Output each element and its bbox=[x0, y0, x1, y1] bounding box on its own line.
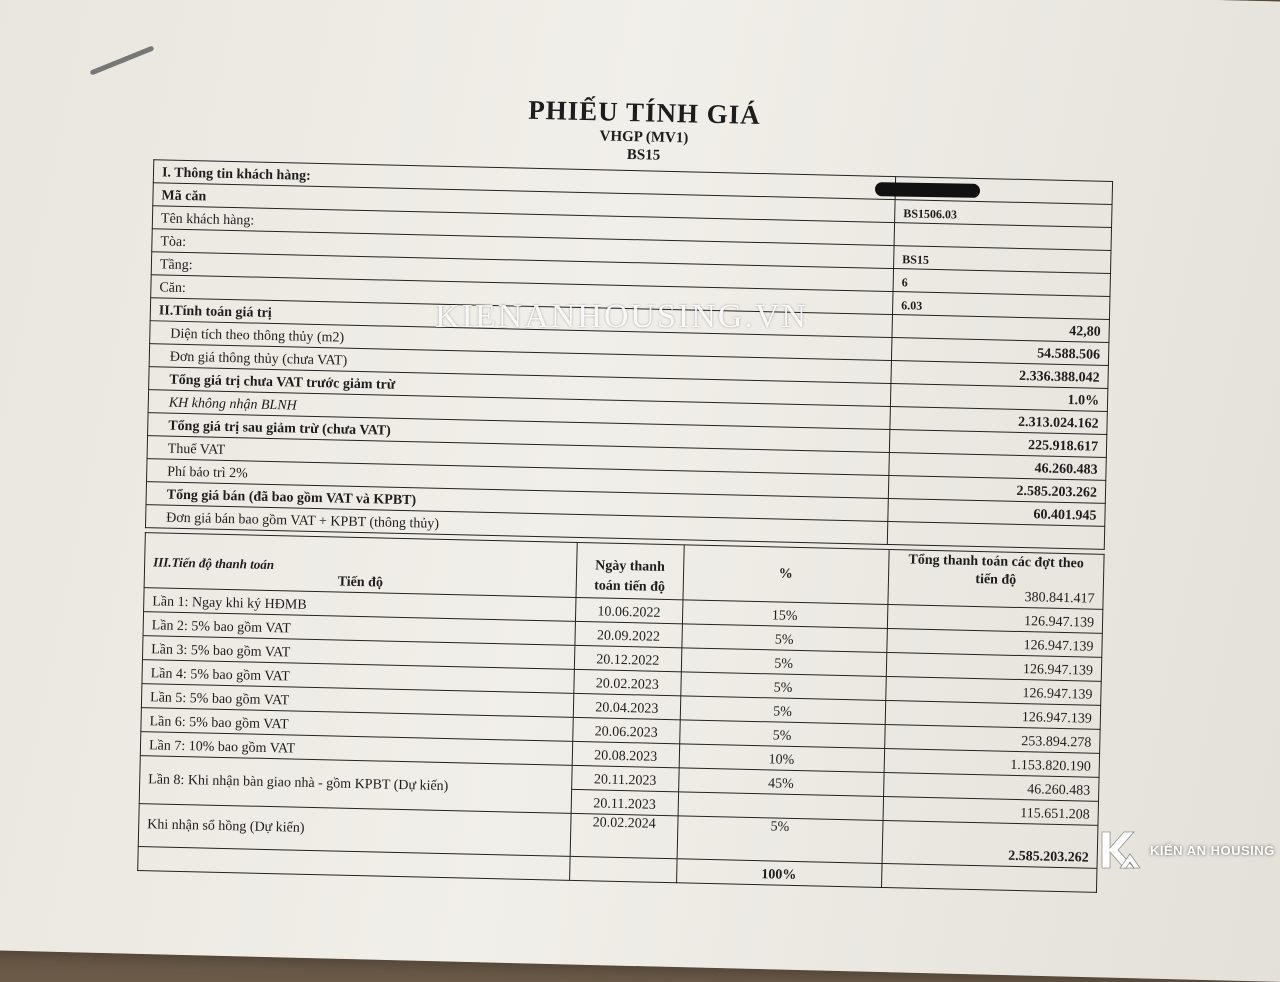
row-value: 2.585.203.262 bbox=[888, 475, 1105, 503]
row-label: Căn: bbox=[151, 275, 893, 315]
row-amount: 126.947.139 bbox=[886, 628, 1102, 657]
row-label: Lần 6: 5% bao gồm VAT bbox=[141, 708, 573, 742]
row-value: 6 bbox=[893, 269, 1110, 297]
row-label: Tổng giá trị chưa VAT trước giảm trừ bbox=[149, 367, 891, 407]
row-percent: 15% bbox=[682, 600, 887, 629]
row-value: 54.588.506 bbox=[891, 338, 1108, 366]
row-label: Lần 4: 5% bao gồm VAT bbox=[142, 660, 574, 694]
row-value: 2.336.388.042 bbox=[891, 361, 1108, 389]
row-value: 225.918.617 bbox=[889, 430, 1106, 458]
total-amount-empty bbox=[881, 863, 1097, 892]
row-date: 20.11.2023 bbox=[571, 789, 678, 815]
row-label: Mã căn bbox=[153, 183, 895, 223]
row-value bbox=[887, 521, 1104, 549]
col-total-header: Tổng thanh toán các đợt theo tiến độ bbox=[908, 552, 1085, 588]
row-amount: 126.947.139 bbox=[885, 676, 1101, 705]
kien-an-logo-icon bbox=[1098, 828, 1142, 872]
row-value: 1.0% bbox=[890, 384, 1107, 412]
row-label: Tên khách hàng: bbox=[152, 206, 894, 246]
row-percent: 45% bbox=[678, 768, 883, 797]
col-percent-header: % bbox=[683, 545, 889, 605]
row-date: 20.09.2022 bbox=[575, 621, 682, 647]
project-name: VHGP (MV1) bbox=[599, 128, 689, 147]
section1-title: I. Thông tin khách hàng: bbox=[153, 160, 895, 200]
row-percent: 5% bbox=[681, 648, 886, 677]
row-label: Tổng giá bán (đã bao gồm VAT và KPBT) bbox=[146, 482, 888, 522]
row-date: 20.02.2023 bbox=[574, 669, 681, 695]
row-value: 2.313.024.162 bbox=[890, 407, 1107, 435]
total-percent: 100% bbox=[676, 859, 881, 888]
row-amount: 115.651.208 bbox=[883, 796, 1099, 825]
row-percent: 10% bbox=[679, 744, 884, 773]
row-date: 20.02.2024 bbox=[570, 813, 678, 858]
customer-price-table bbox=[145, 159, 1113, 550]
row-value: 46.260.483 bbox=[889, 453, 1106, 481]
row-percent: 5% bbox=[680, 672, 885, 701]
row-label: Lần 5: 5% bao gồm VAT bbox=[141, 684, 573, 718]
row-percent: 5% bbox=[682, 624, 887, 653]
total-date-empty bbox=[570, 856, 677, 882]
total-header-cell bbox=[887, 550, 1104, 610]
row-date: 10.06.2022 bbox=[575, 597, 682, 623]
row-amount: 253.894.278 bbox=[884, 724, 1100, 753]
row-label: Lần 2: 5% bao gồm VAT bbox=[143, 612, 575, 646]
row-date: 20.04.2023 bbox=[573, 693, 680, 719]
row-label: Lần 3: 5% bao gồm VAT bbox=[142, 636, 574, 670]
row-percent: 5% bbox=[677, 816, 883, 864]
row-amount: 126.947.139 bbox=[885, 700, 1101, 729]
row-label: Diện tích theo thông thủy (m2) bbox=[150, 321, 892, 361]
row-amount: 126.947.139 bbox=[886, 652, 1102, 681]
row-value: 60.401.945 bbox=[888, 498, 1105, 526]
row-label: Đơn giá bán bao gồm VAT + KPBT (thông thủy) bbox=[145, 505, 887, 545]
building-code: BS15 bbox=[626, 146, 661, 164]
row-label: Tổng giá trị sau giảm trừ (chưa VAT) bbox=[148, 413, 890, 453]
schedule-header-cell bbox=[144, 533, 577, 598]
row-label: Đơn giá thông thủy (chưa VAT) bbox=[149, 344, 891, 384]
row-label: KH không nhận BLNH bbox=[148, 390, 890, 430]
row-date: 20.12.2022 bbox=[574, 645, 681, 671]
row-date: 20.11.2023 bbox=[572, 765, 679, 791]
col-progress-header: Tiến độ bbox=[337, 574, 384, 591]
price-document bbox=[82, 85, 1160, 894]
row-value: 6.03 bbox=[892, 292, 1109, 320]
row-label: Phí bảo trì 2% bbox=[147, 459, 889, 499]
section3-title: III.Tiến độ thanh toán bbox=[153, 554, 275, 573]
document-title: PHIẾU TÍNH GIÁ bbox=[527, 94, 762, 130]
payment-schedule-table bbox=[137, 532, 1104, 893]
row-amount: 46.260.483 bbox=[883, 772, 1099, 801]
row-amount: 2.585.203.262 bbox=[882, 820, 1098, 868]
header-total-value: 380.841.417 bbox=[1024, 590, 1095, 607]
row-value: BS1506.03 bbox=[895, 200, 1112, 228]
row-label: Thuế VAT bbox=[147, 436, 889, 476]
logo-text: KIẾN AN HOUSING bbox=[1150, 842, 1275, 858]
row-label: Lần 8: Khi nhận bàn giao nhà - gồm KPBT (Dự kiến) bbox=[139, 756, 572, 814]
watermark: KIENANHOUSING.VN bbox=[435, 298, 808, 335]
row-percent: 5% bbox=[680, 696, 885, 725]
brand-logo bbox=[1098, 828, 1275, 872]
row-date: 20.08.2023 bbox=[572, 741, 679, 767]
section2-title: II.Tính toán giá trị bbox=[150, 298, 892, 338]
row-label: Tầng: bbox=[151, 252, 893, 292]
col-date-header: Ngày thanh toán tiến độ bbox=[576, 542, 684, 599]
section2-title-value: 42,80 bbox=[892, 315, 1109, 343]
row-percent: 5% bbox=[679, 720, 884, 749]
row-label: Khi nhận sổ hồng (Dự kiến) bbox=[138, 804, 571, 857]
row-label: Lần 1: Ngay khi ký HĐMB bbox=[144, 588, 576, 622]
row-label: Tòa: bbox=[152, 229, 894, 269]
row-value: BS15 bbox=[894, 246, 1111, 274]
redaction-mark bbox=[875, 182, 980, 198]
row-date: 20.06.2023 bbox=[573, 717, 680, 743]
row-amount: 1.153.820.190 bbox=[884, 748, 1100, 777]
row-label: Lần 7: 10% bao gồm VAT bbox=[140, 732, 572, 766]
row-amount: 126.947.139 bbox=[887, 604, 1103, 633]
